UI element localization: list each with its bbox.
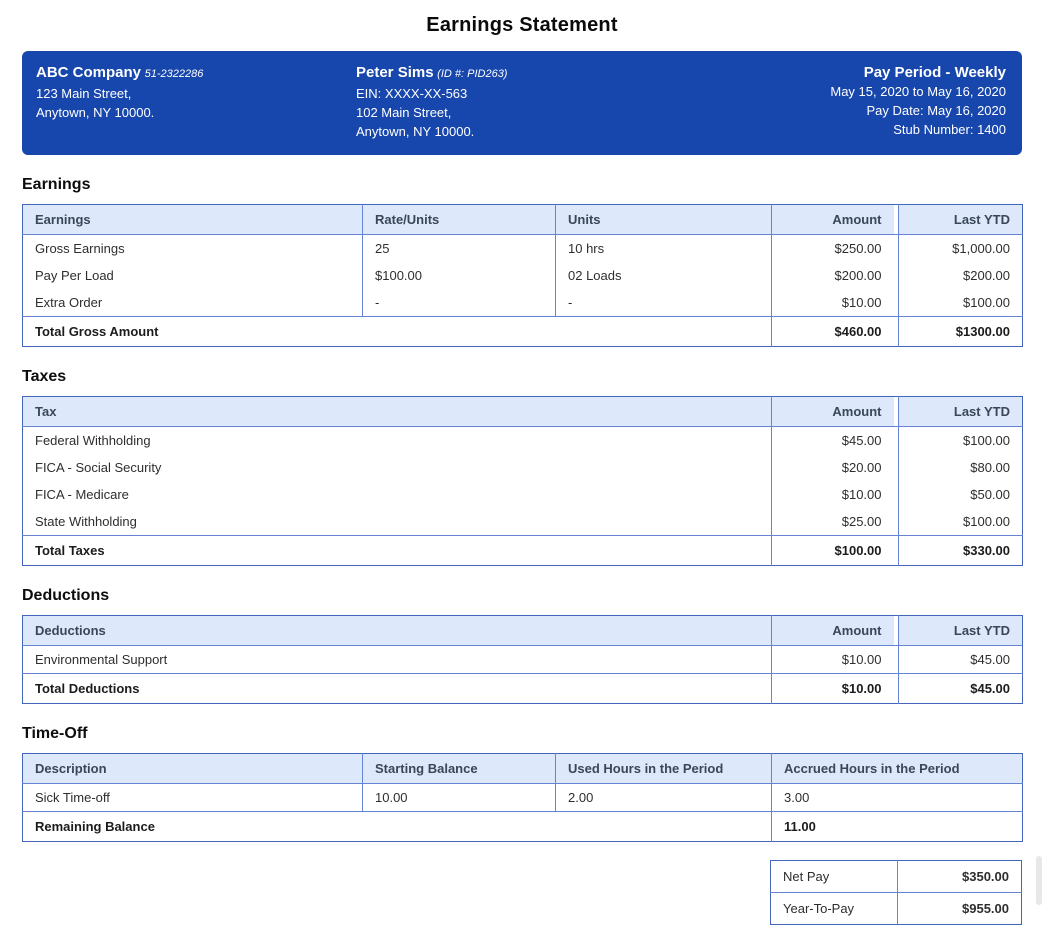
tax-amount: $45.00 <box>772 427 894 455</box>
taxes-heading: Taxes <box>22 368 67 385</box>
remaining-balance-value: 11.00 <box>772 812 1023 842</box>
summary-label: Year-To-Pay <box>771 893 898 925</box>
column-header: Amount <box>772 616 894 646</box>
earning-name: Extra Order <box>35 295 103 310</box>
table-row <box>23 235 1023 263</box>
total-label: Remaining Balance <box>23 812 772 842</box>
timeoff-description: Sick Time-off <box>35 790 110 805</box>
table-row <box>23 289 1023 317</box>
timeoff-header-row <box>23 754 1023 784</box>
employee-address-line1: 102 Main Street, <box>356 105 452 120</box>
timeoff-accrued: 3.00 <box>772 784 1023 812</box>
company-name: ABC Company <box>36 64 142 81</box>
column-header: Rate/Units <box>363 205 556 235</box>
earning-ytd: $100.00 <box>899 289 1023 317</box>
table-row <box>771 861 1022 893</box>
earnings-header-row <box>23 205 1023 235</box>
table-row <box>23 646 1023 674</box>
column-header: Last YTD <box>899 205 1023 235</box>
summary-label: Net Pay <box>783 869 830 884</box>
earnings-statement-page <box>22 0 1022 925</box>
tax-ytd: $50.00 <box>899 481 1023 508</box>
company-address-line1: 123 Main Street, <box>36 86 132 101</box>
deduction-ytd: $45.00 <box>899 646 1023 674</box>
summary-value: $350.00 <box>898 861 1022 893</box>
earning-ytd: $200.00 <box>899 262 1023 289</box>
deduction-name: Environmental Support <box>35 652 168 667</box>
employee-address-line2: Anytown, NY 10000. <box>356 124 475 139</box>
table-row <box>771 893 1022 925</box>
employee-name: Peter Sims <box>356 64 434 81</box>
net-pay-summary-table <box>770 860 1022 925</box>
timeoff-used: 2.00 <box>556 784 772 812</box>
earnings-total-row <box>23 317 1023 347</box>
total-ytd: $1300.00 <box>899 317 1023 347</box>
pay-date: Pay Date: May 16, 2020 <box>866 103 1006 118</box>
earning-ytd: $1,000.00 <box>899 235 1023 263</box>
column-header: Last YTD <box>899 397 1023 427</box>
employee-info <box>356 63 830 141</box>
earnings-heading: Earnings <box>22 176 91 193</box>
table-row <box>23 481 1023 508</box>
earning-name: Gross Earnings <box>35 241 125 256</box>
earning-units: 10 hrs <box>556 235 772 263</box>
column-header: Last YTD <box>899 616 1023 646</box>
tax-name: State Withholding <box>35 514 137 529</box>
deduction-amount: $10.00 <box>772 646 894 674</box>
column-header: Starting Balance <box>363 754 556 784</box>
table-row <box>23 262 1023 289</box>
pay-period-range: May 15, 2020 to May 16, 2020 <box>830 84 1006 99</box>
employee-name-line <box>356 63 830 84</box>
earning-rate: 25 <box>363 235 556 263</box>
column-header: Amount <box>772 205 894 235</box>
pay-period-title: Pay Period - Weekly <box>863 64 1006 81</box>
earning-units: 02 Loads <box>556 262 772 289</box>
table-row <box>23 427 1023 455</box>
total-ytd: $45.00 <box>899 674 1023 704</box>
scrollbar-thumb[interactable] <box>1036 856 1042 905</box>
earning-units: - <box>556 289 772 317</box>
total-amount: $460.00 <box>772 317 894 347</box>
employee-ein: EIN: XXXX-XX-563 <box>356 86 468 101</box>
summary-section <box>22 860 1022 925</box>
column-header: Earnings <box>23 205 363 235</box>
page-title: Earnings Statement <box>426 14 618 36</box>
tax-amount: $10.00 <box>772 481 894 508</box>
tax-ytd: $100.00 <box>899 508 1023 536</box>
earnings-table <box>22 204 1023 347</box>
summary-value: $955.00 <box>898 893 1022 925</box>
table-row <box>23 784 1023 812</box>
total-label: Total Deductions <box>23 674 772 704</box>
earning-rate: $100.00 <box>363 262 556 289</box>
column-header: Amount <box>772 397 894 427</box>
timeoff-starting: 10.00 <box>363 784 556 812</box>
taxes-header-row <box>23 397 1023 427</box>
earning-amount: $10.00 <box>772 289 894 317</box>
column-header: Units <box>556 205 772 235</box>
column-header: Description <box>23 754 363 784</box>
column-header: Accrued Hours in the Period <box>772 754 1023 784</box>
table-row <box>23 508 1023 536</box>
identity-card <box>22 51 1022 155</box>
company-address-line2: Anytown, NY 10000. <box>36 105 155 120</box>
tax-amount: $25.00 <box>772 508 894 536</box>
total-label: Total Gross Amount <box>23 317 772 347</box>
taxes-table <box>22 396 1023 566</box>
taxes-total-row <box>23 536 1023 566</box>
timeoff-total-row <box>23 812 1023 842</box>
total-ytd: $330.00 <box>899 536 1023 566</box>
deductions-header-row <box>23 616 1023 646</box>
tax-name: FICA - Social Security <box>35 460 162 475</box>
earning-rate: - <box>363 289 556 317</box>
total-amount: $10.00 <box>772 674 894 704</box>
column-header: Deductions <box>23 616 772 646</box>
timeoff-heading: Time-Off <box>22 725 88 742</box>
deductions-table <box>22 615 1023 704</box>
earning-name: Pay Per Load <box>35 268 114 283</box>
stub-number: Stub Number: 1400 <box>893 122 1006 137</box>
earning-amount: $200.00 <box>772 262 894 289</box>
table-row <box>23 454 1023 481</box>
column-header: Used Hours in the Period <box>556 754 772 784</box>
total-label: Total Taxes <box>23 536 772 566</box>
earning-amount: $250.00 <box>772 235 894 263</box>
total-amount: $100.00 <box>772 536 894 566</box>
column-header: Tax <box>23 397 772 427</box>
tax-name: FICA - Medicare <box>35 487 129 502</box>
tax-amount: $20.00 <box>772 454 894 481</box>
company-info <box>36 63 356 141</box>
timeoff-table <box>22 753 1023 842</box>
company-tax-id: 51-2322286 <box>144 68 204 80</box>
tax-name: Federal Withholding <box>35 433 151 448</box>
pay-period-info <box>830 63 1006 141</box>
tax-ytd: $80.00 <box>899 454 1023 481</box>
tax-ytd: $100.00 <box>899 427 1023 455</box>
company-name-line <box>36 63 356 84</box>
deductions-total-row <box>23 674 1023 704</box>
deductions-heading: Deductions <box>22 587 110 604</box>
employee-id: (ID #: PID263) <box>437 68 508 80</box>
